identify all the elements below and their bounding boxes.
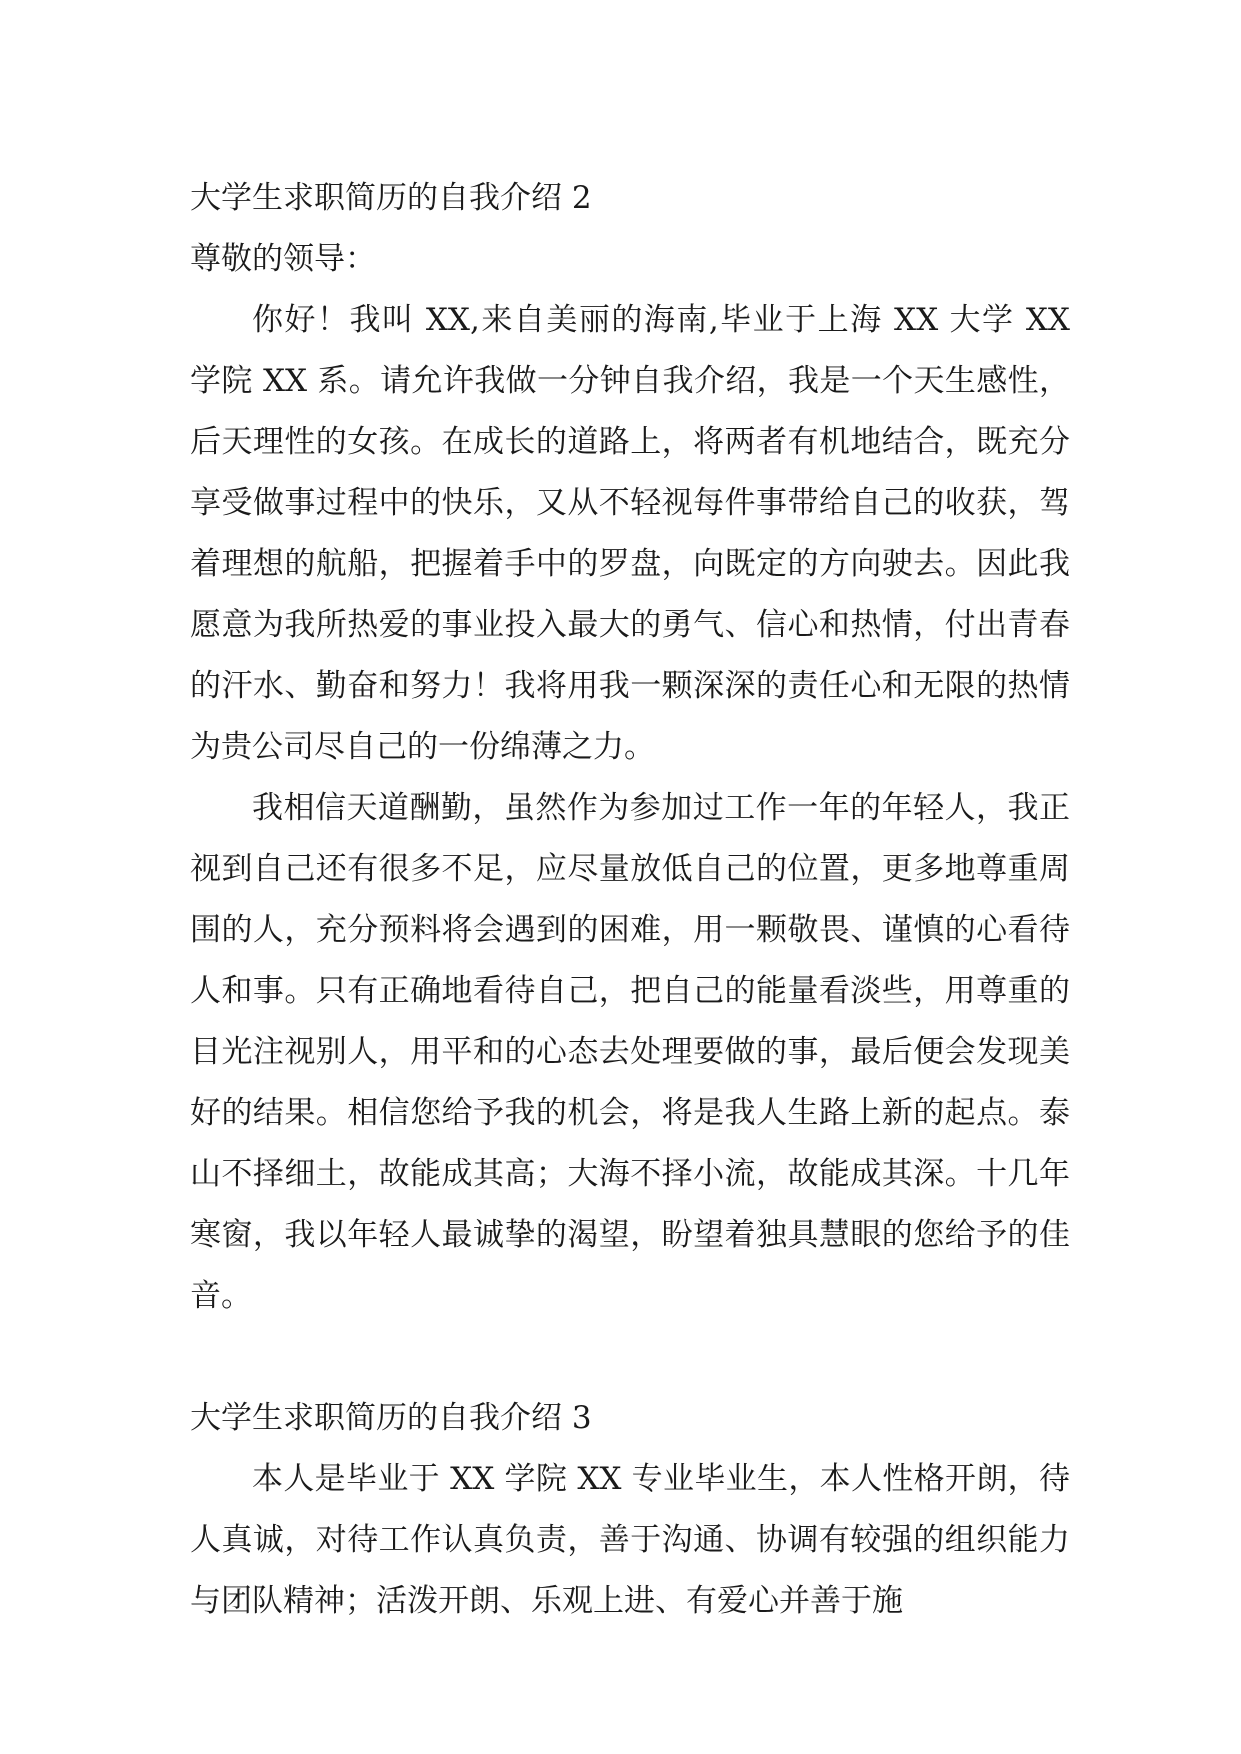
section-2-title: 大学生求职简历的自我介绍 2 bbox=[190, 180, 592, 216]
document-body bbox=[190, 168, 1070, 1632]
salutation: 尊敬的领导： bbox=[190, 241, 376, 277]
section-3-title: 大学生求职简历的自我介绍 3 bbox=[190, 1400, 592, 1436]
section-3-paragraph-1: 本人是毕业于 XX 学院 XX 专业毕业生，本人性格开朗，待人真诚，对待工作认真负责，善于沟通、协调有较强的组织能力与团队精神；活泼开朗、乐观上进、有爱心并善于施 bbox=[190, 1461, 1070, 1619]
section-2-paragraph-2: 我相信天道酬勤，虽然作为参加过工作一年的年轻人，我正视到自己还有很多不足，应尽量放低自己的位置，更多地尊重周围的人，充分预料将会遇到的困难，用一颗敬畏、谨慎的心看待人和事。只有正确地看待自己，把自己的能量看淡些，用尊重的目光注视别人，用平和的心态去处理要做的事，最后便会发现美好的结果。相信您给予我的机会，将是我人生路上新的起点。泰山不择细土，故能成其高；大海不择小流，故能成其深。十几年寒窗，我以年轻人最诚挚的渴望，盼望着独具慧眼的您给予的佳音。 bbox=[190, 790, 1070, 1314]
section-spacer bbox=[190, 1327, 1070, 1388]
section-2-paragraph-1: 你好！我叫 XX,来自美丽的海南,毕业于上海 XX 大学 XX 学院 XX 系。请允许我做一分钟自我介绍，我是一个天生感性，后天理性的女孩。在成长的道路上，将两者有机地结合，既充分享受做事过程中的快乐，又从不轻视每件事带给自己的收获，驾着理想的航船，把握着手中的罗盘，向既定的方向驶去。因此我愿意为我所热爱的事业投入最大的勇气、信心和热情，付出青春的汗水、勤奋和努力！我将用我一颗深深的责任心和无限的热情为贵公司尽自己的一份绵薄之力。 bbox=[190, 302, 1070, 765]
